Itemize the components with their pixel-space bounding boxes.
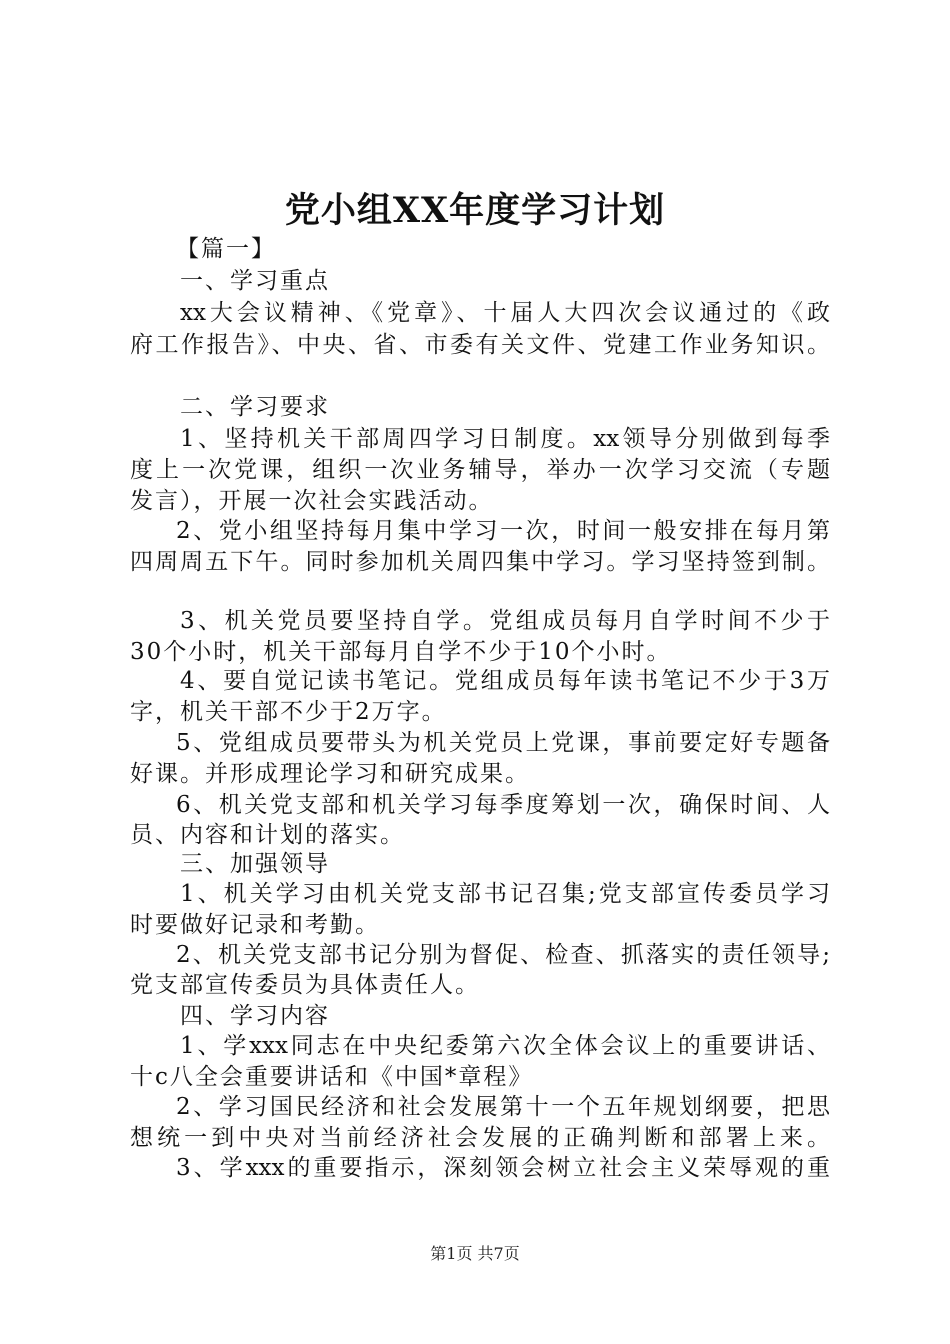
heading-study-focus: 一、学习重点 — [180, 268, 330, 294]
paragraph-line: 6、机关党支部和机关学习每季度筹划一次，确保时间、人 — [176, 792, 830, 818]
paragraph-line: 十c八全会重要讲话和《中国*章程》 — [130, 1064, 534, 1090]
paragraph-line: 2、党小组坚持每月集中学习一次，时间一般安排在每月第 — [176, 518, 830, 544]
paragraph-line: 3、机关党员要坚持自学。党组成员每月自学时间不少于 — [180, 608, 830, 634]
heading-study-content: 四、学习内容 — [180, 1003, 330, 1029]
paragraph-line: 2、学习国民经济和社会发展第十一个五年规划纲要，把思 — [176, 1094, 830, 1120]
paragraph-line: 想统一到中央对当前经济社会发展的正确判断和部署上来。 — [130, 1125, 830, 1151]
paragraph-line: 党支部宣传委员为具体责任人。 — [130, 972, 480, 998]
paragraph-line: xx大会议精神、《党章》、十届人大四次会议通过的《政 — [180, 300, 830, 326]
page-number: 第1页 共7页 — [430, 1244, 520, 1263]
paragraph-line: 字，机关干部不少于2万字。 — [130, 699, 447, 725]
paragraph-line: 4、要自觉记读书笔记。党组成员每年读书笔记不少于3万 — [180, 668, 830, 694]
paragraph-line: 发言），开展一次社会实践活动。 — [130, 488, 494, 514]
paragraph-line: 府工作报告》、中央、省、市委有关文件、党建工作业务知识。 — [130, 332, 830, 358]
paragraph-line: 2、机关党支部书记分别为督促、检查、抓落实的责任领导; — [176, 942, 830, 968]
paragraph-line: 好课。并形成理论学习和研究成果。 — [130, 761, 530, 787]
document-title: 党小组XX年度学习计划 — [284, 190, 666, 231]
paragraph-line: 3、学xxx的重要指示，深刻领会树立社会主义荣辱观的重 — [176, 1155, 830, 1181]
paragraph-line: 5、党组成员要带头为机关党员上党课，事前要定好专题备 — [176, 730, 830, 756]
paragraph-line: 员、内容和计划的落实。 — [130, 822, 405, 848]
heading-study-requirements: 二、学习要求 — [180, 394, 330, 420]
paragraph-line: 1、坚持机关干部周四学习日制度。xx领导分别做到每季 — [180, 426, 830, 452]
paragraph-line: 1、机关学习由机关党支部书记召集;党支部宣传委员学习 — [180, 881, 830, 907]
paragraph-line: 1、学xxx同志在中央纪委第六次全体会议上的重要讲话、 — [180, 1033, 830, 1059]
heading-strengthen-leadership: 三、加强领导 — [180, 851, 330, 877]
paragraph-line: 时要做好记录和考勤。 — [130, 912, 380, 938]
paragraph-line: 四周周五下午。同时参加机关周四集中学习。学习坚持签到制。 — [130, 549, 830, 575]
paragraph-line: 度上一次党课，组织一次业务辅导，举办一次学习交流（专题 — [130, 457, 830, 483]
paragraph-line: 30个小时，机关干部每月自学不少于10个小时。 — [130, 639, 672, 665]
section-label: 【篇一】 — [176, 236, 276, 262]
